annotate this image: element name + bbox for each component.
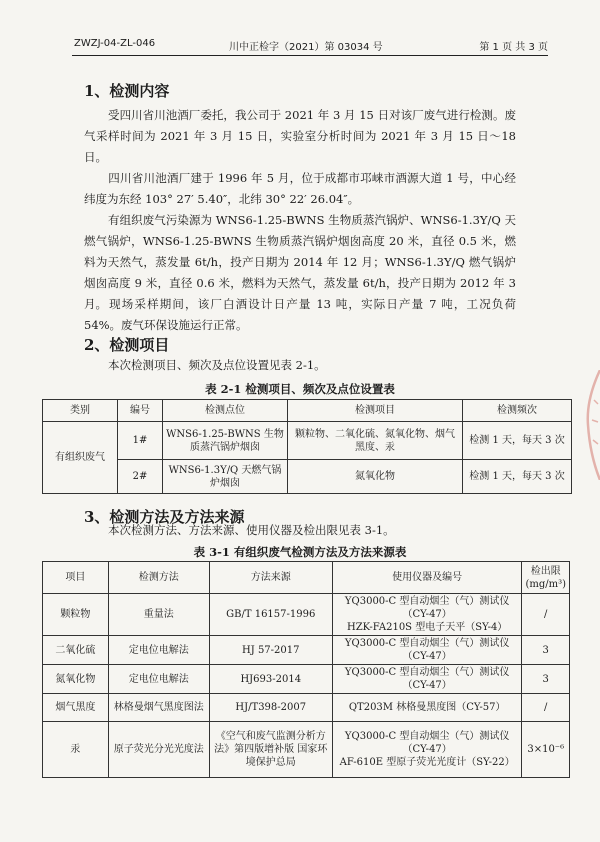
table-3-1 [42, 561, 570, 778]
section-1-title: 1、检测内容 [84, 82, 170, 100]
table-row [43, 665, 570, 694]
table-2-1-caption: 表 2-1 检测项目、频次及点位设置表 [205, 382, 395, 396]
table-cell: 检测 1 天，每天 3 次 [463, 460, 572, 494]
table-cell: 颗粒物、二氧化硫、氮氧化物、烟气黑度、汞 [288, 422, 463, 460]
table-cell: QT203M 林格曼黑度图（CY-57） [332, 694, 522, 722]
table-cell: YQ3000-C 型自动烟尘（气）测试仪（CY-47） [332, 665, 522, 694]
section-2-title: 2、检测项目 [84, 336, 170, 354]
table-row [43, 722, 570, 778]
table-cell: HJ693-2014 [209, 665, 332, 694]
table-header-cell: 类别 [43, 400, 118, 422]
page-header [74, 34, 548, 52]
table-cell: 2# [118, 460, 163, 494]
table-cell: / [522, 594, 570, 636]
table-cell: 《空气和废气监测分析方法》第四版增补版 国家环境保护总局 [209, 722, 332, 778]
table-row [43, 422, 572, 460]
page-number: 第 1 页 共 3 页 [479, 42, 548, 53]
table-cell: HJ/T398-2007 [209, 694, 332, 722]
table-cell: 重量法 [108, 594, 209, 636]
table-2-1 [42, 399, 572, 494]
table-row [43, 460, 572, 494]
table-cell: WNS6-1.25-BWNS 生物质蒸汽锅炉烟囱 [163, 422, 288, 460]
doc-code: ZWZJ-04-ZL-046 [74, 38, 156, 49]
table-cell: 3×10⁻⁶ [522, 722, 570, 778]
table-cell: 定电位电解法 [108, 636, 209, 665]
category-cell: 有组织废气 [43, 422, 118, 494]
table-cell: 颗粒物 [43, 594, 109, 636]
table-cell: WNS6-1.3Y/Q 天燃气锅炉烟囱 [163, 460, 288, 494]
table-header-cell: 编号 [118, 400, 163, 422]
table-header-cell: 检测项目 [288, 400, 463, 422]
table-cell: GB/T 16157-1996 [209, 594, 332, 636]
table-row [43, 694, 570, 722]
table-cell: 3 [522, 636, 570, 665]
section-1-para-4: 现场采样期间，该厂白酒设计日产量 13 吨，实际日产量 7 吨，工况负荷 54%。废气环保设施运行正常。 [84, 297, 516, 332]
table-header-cell: 方法来源 [209, 562, 332, 594]
table-cell: YQ3000-C 型自动烟尘（气）测试仪（CY-47） [332, 636, 522, 665]
table-cell: 1# [118, 422, 163, 460]
section-2-para-1: 本次检测项目、频次及点位设置见表 2-1。 [108, 358, 326, 372]
section-3-para-1: 本次检测方法、方法来源、使用仪器及检出限见表 3-1。 [108, 523, 395, 537]
table-row [43, 636, 570, 665]
table-row [43, 594, 570, 636]
table-cell: / [522, 694, 570, 722]
table-cell: HJ 57-2017 [209, 636, 332, 665]
table-3-1-caption: 表 3-1 有组织废气检测方法及方法来源表 [193, 545, 407, 559]
table-cell: 氮氧化物 [288, 460, 463, 494]
table-cell: 氮氧化物 [43, 665, 109, 694]
section-1-para-1: 受四川省川池酒厂委托，我公司于 2021 年 3 月 15 日对该厂废气进行检测。废气采样时间为 2021 年 3 月 15 日，实验室分析时间为 2021 年 3 月 15 日～18 日。 [84, 108, 516, 164]
table-header-cell: 项目 [43, 562, 109, 594]
table-cell: 原子荧光分光光度法 [108, 722, 209, 778]
seal-stamp-fragment [580, 370, 600, 480]
table-cell: 检测 1 天，每天 3 次 [463, 422, 572, 460]
section-1-para-3: 有组织废气污染源为 WNS6-1.25-BWNS 生物质蒸汽锅炉、WNS6-1.3Y/Q 天燃气锅炉，WNS6-1.25-BWNS 生物质蒸汽锅炉烟囱高度 20 米，直径 0.5 米，燃料为天然气，蒸发量 6t/h，投产日期为 2014 年 12 月；WNS6-1.3Y/Q 燃气锅炉烟囱高度 9 米，直径 0.6 米，燃料为天然气，蒸发量 6t/h，投产日期为 2012 年 3 月。 [84, 213, 516, 311]
table-cell: YQ3000-C 型自动烟尘（气）测试仪（CY-47） AF-610E 型原子荧光光度计（SY-22） [332, 722, 522, 778]
table-cell: YQ3000-C 型自动烟尘（气）测试仪（CY-47） HZK-FA210S 型电子天平（SY-4） [332, 594, 522, 636]
section-3-title: 3、检测方法及方法来源 [84, 508, 245, 526]
table-header-cell: 检测频次 [463, 400, 572, 422]
section-1-para-2: 四川省川池酒厂建于 1996 年 5 月，位于成都市邛崃市酒源大道 1 号，中心经纬度为东经 103° 27′ 5.40″，北纬 30° 22′ 26.04″。 [84, 171, 516, 206]
table-header-cell: 检出限 (mg/m³) [522, 562, 570, 594]
table-cell: 定电位电解法 [108, 665, 209, 694]
table-header-cell: 检测点位 [163, 400, 288, 422]
table-cell: 烟气黑度 [43, 694, 109, 722]
table-header-cell: 使用仪器及编号 [332, 562, 522, 594]
table-cell: 二氧化硫 [43, 636, 109, 665]
header-rule [72, 55, 548, 56]
report-number: 川中正检字（2021）第 03034 号 [229, 42, 383, 53]
table-cell: 林格曼烟气黑度图法 [108, 694, 209, 722]
table-cell: 汞 [43, 722, 109, 778]
table-header-cell: 检测方法 [108, 562, 209, 594]
table-cell: 3 [522, 665, 570, 694]
